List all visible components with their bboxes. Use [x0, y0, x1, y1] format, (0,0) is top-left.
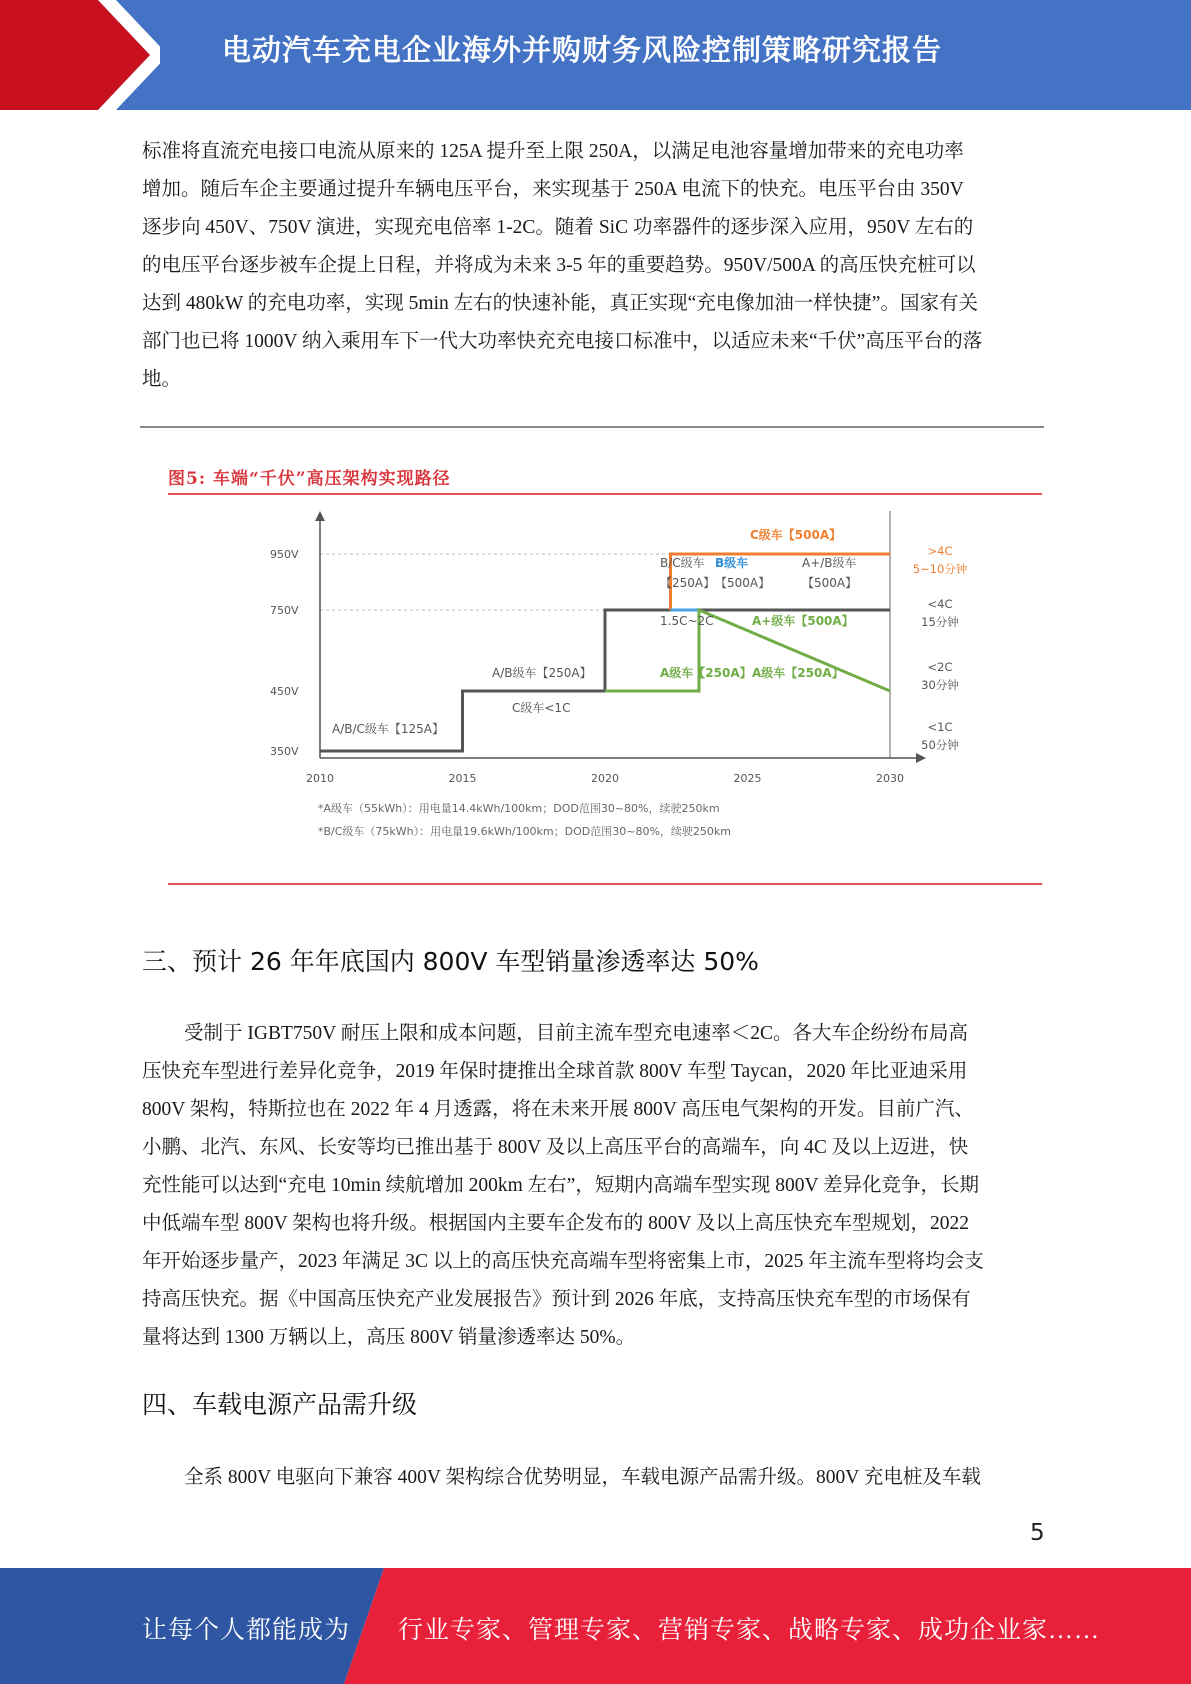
- text-line: 量将达到 1300 万辆以上，高压 800V 销量渗透率达 50%。: [142, 1327, 636, 1348]
- text-line: 逐步向 450V、750V 演进，实现充电倍率 1-2C。随着 SiC 功率器件的逐步深入应用，950V 左右的: [142, 217, 974, 238]
- x-tick-label: 2015: [448, 772, 477, 785]
- text-line: 充性能可以达到“充电 10min 续航增加 200km 左右”，短期内高端车型实现 800V 差异化竞争，长期: [142, 1175, 980, 1196]
- chart-annotation: 【250A】: [660, 576, 716, 590]
- right-time-label: 50分钟: [921, 738, 959, 752]
- text-line: 压快充车型进行差异化竞争，2019 年保时捷推出全球首款 800V 车型 Taycan，2020 年比亚迪采用: [142, 1061, 968, 1082]
- x-tick-label: 2030: [876, 772, 904, 785]
- y-tick-label: 450V: [270, 685, 299, 698]
- y-tick-label: 750V: [270, 604, 299, 617]
- section-heading-4: 四、车载电源产品需升级: [142, 1390, 418, 1419]
- right-rate-label: <1C: [927, 720, 953, 734]
- right-time-label: 30分钟: [921, 678, 959, 692]
- chart-annotation: A+级车【500A】: [752, 614, 854, 628]
- header-chevron-icon: [0, 0, 160, 110]
- voltage-roadmap-chart: [140, 423, 1044, 893]
- text-line: 小鹏、北汽、东风、长安等均已推出基于 800V 及以上高压平台的高端车，向 4C 及以上迈进，快: [142, 1137, 969, 1158]
- text-line: 的电压平台逐步被车企提上日程，并将成为未来 3-5 年的重要趋势。950V/500A 的高压快充桩可以: [142, 255, 976, 276]
- chart-annotation: A级车【250A】: [752, 666, 844, 680]
- text-line: 持高压快充。据《中国高压快充产业发展报告》预计到 2026 年底，支持高压快充车型的市场保有: [142, 1289, 971, 1310]
- text-line: 800V 架构，特斯拉也在 2022 年 4 月透露，将在未来开展 800V 高压电气架构的开发。目前广汽、: [142, 1099, 974, 1120]
- text-line: 年开始逐步量产，2023 年满足 3C 以上的高压快充高端车型将密集上市，2025 年主流车型将均会支: [142, 1251, 984, 1272]
- section4-paragraph: [142, 1459, 1048, 1497]
- text-line: 增加。随后车企主要通过提升车辆电压平台，来实现基于 250A 电流下的快充。电压平台由 350V: [142, 179, 964, 200]
- chart-annotation: C级车【500A】: [750, 528, 842, 542]
- text-line: 达到 480kW 的充电功率，实现 5min 左右的快速补能，真正实现“充电像加油一样快捷”。国家有关: [142, 293, 978, 314]
- figure-voltage-path: [140, 423, 1044, 893]
- y-tick-label: 950V: [270, 548, 299, 561]
- figure-bottom-rule: [168, 883, 1042, 885]
- right-rate-label: >4C: [927, 544, 953, 558]
- x-tick-label: 2010: [306, 772, 334, 785]
- x-tick-label: 2020: [591, 772, 619, 785]
- text-line: 中低端车型 800V 架构也将升级。根据国内主要车企发布的 800V 及以上高压快充车型规划，2022: [142, 1213, 969, 1234]
- right-time-label: 15分钟: [921, 615, 959, 629]
- text-line: 地。: [142, 369, 182, 390]
- chart-annotation: 【500A】: [715, 576, 771, 590]
- footer-slogan-right: 行业专家、管理专家、营销专家、战略专家、成功企业家……: [398, 1617, 1101, 1644]
- chart-annotation: 1.5C~2C: [660, 614, 714, 628]
- text-line: 全系 800V 电驱向下兼容 400V 架构综合优势明显，车载电源产品需升级。800V 充电桩及车载: [184, 1467, 981, 1488]
- section3-paragraph: [142, 1015, 1048, 1357]
- chart-annotation: A+/B级车: [802, 556, 857, 570]
- x-tick-label: 2025: [733, 772, 762, 785]
- text-line: 受制于 IGBT750V 耐压上限和成本问题，目前主流车型充电速率＜2C。各大车企纷纷布局高: [184, 1023, 968, 1044]
- chart-annotation: A级车【250A】: [660, 666, 752, 680]
- y-tick-label: 350V: [270, 745, 299, 758]
- right-rate-label: <4C: [927, 597, 953, 611]
- text-line: 部门也已将 1000V 纳入乘用车下一代大功率快充充电接口标准中，以适应未来“千伏”高压平台的落: [142, 331, 983, 352]
- chart-annotation: A/B/C级车【125A】: [332, 722, 445, 736]
- page-number: 5: [1030, 1520, 1045, 1546]
- x-axis-arrow-icon: [916, 753, 926, 763]
- footer-slogan-left: 让每个人都能成为: [142, 1617, 351, 1644]
- right-time-label: 5~10分钟: [912, 562, 968, 576]
- chart-footnote: *A级车（55kWh）：用电量14.4kWh/100km；DOD范围30~80%，续驶250km: [318, 802, 720, 815]
- y-axis-arrow-icon: [315, 511, 325, 521]
- chart-footnote: *B/C级车（75kWh）：用电量19.6kWh/100km；DOD范围30~80%，续驶250km: [318, 825, 731, 838]
- right-rate-label: <2C: [927, 660, 953, 674]
- section-heading-3: 三、预计 26 年年底国内 800V 车型销量渗透率达 50%: [142, 947, 759, 976]
- chart-annotation: C级车<1C: [512, 701, 571, 715]
- figure-caption: 图5: 车端“千伏”高压架构实现路径: [168, 469, 451, 489]
- intro-paragraph: [142, 133, 1048, 399]
- chart-annotation: B/C级车: [660, 556, 705, 570]
- chart-annotation: A/B级车【250A】: [492, 666, 592, 680]
- chart-annotation: 【500A】: [802, 576, 858, 590]
- chart-annotation: B级车: [715, 556, 749, 570]
- header-title: 电动汽车充电企业海外并购财务风险控制策略研究报告: [222, 33, 943, 67]
- page-header: [0, 0, 1191, 110]
- text-line: 标准将直流充电接口电流从原来的 125A 提升至上限 250A，以满足电池容量增加带来的充电功率: [142, 141, 964, 162]
- page-footer: [0, 1568, 1191, 1684]
